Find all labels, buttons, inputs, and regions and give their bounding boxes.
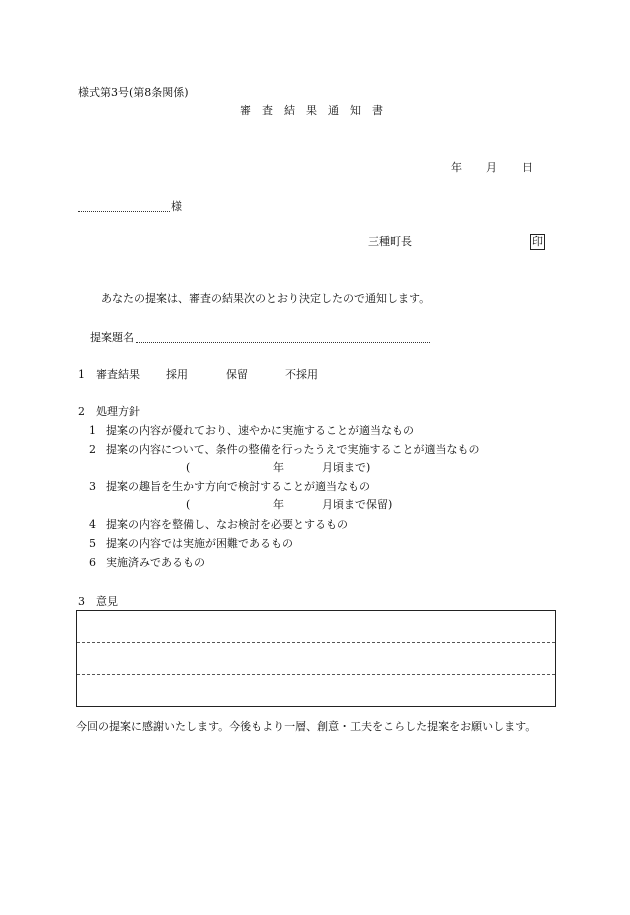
policy-item-number: 2: [89, 443, 96, 456]
policy-item-number: 4: [89, 518, 96, 531]
page-title: 審査結果通知書: [240, 104, 394, 117]
closing-text: 今回の提案に感謝いたします。今後もより一層、創意・工夫をこらした提案をお願いします。: [76, 720, 537, 733]
section2-label: 処理方針: [96, 405, 140, 418]
note-open-paren: (: [186, 461, 191, 474]
note-open-paren: (: [186, 498, 191, 511]
opinion-divider: [77, 642, 555, 643]
date-month-label: 月: [486, 161, 497, 174]
note-month-label: 月頃まで保留): [322, 498, 393, 511]
policy-item-text: 提案の内容を整備し、なお検討を必要とするもの: [106, 518, 348, 531]
form-number: 様式第3号(第8条関係): [78, 86, 189, 99]
policy-item-number: 6: [89, 556, 96, 569]
policy-item-number: 3: [89, 480, 96, 493]
section2-number: 2: [78, 405, 85, 418]
note-year-label: 年: [273, 461, 284, 474]
opinion-divider: [77, 674, 555, 675]
policy-item-number: 5: [89, 537, 96, 550]
date-day-label: 日: [522, 161, 533, 174]
section1-number: 1: [78, 368, 85, 381]
option-adopt[interactable]: 採用: [166, 368, 188, 381]
seal-icon: 印: [532, 235, 543, 248]
date-year-label: 年: [451, 161, 462, 174]
section3-label: 意見: [96, 595, 118, 608]
section3-number: 3: [78, 595, 85, 608]
note-month-label: 月頃まで): [322, 461, 371, 474]
option-hold[interactable]: 保留: [226, 368, 248, 381]
policy-item-text: 提案の内容が優れており、速やかに実施することが適当なもの: [106, 424, 414, 437]
opinion-field[interactable]: [76, 610, 556, 707]
recipient-name-line[interactable]: [78, 211, 170, 212]
sender-name: 三種町長: [368, 235, 412, 248]
proposal-title-label: 提案題名: [90, 331, 134, 344]
policy-item-text: 実施済みであるもの: [106, 556, 205, 569]
section1-label: 審査結果: [96, 368, 140, 381]
policy-item-text: 提案の内容について、条件の整備を行ったうえで実施することが適当なもの: [106, 443, 480, 456]
proposal-title-line[interactable]: [136, 342, 430, 343]
policy-item-number: 1: [89, 424, 96, 437]
intro-text: あなたの提案は、審査の結果次のとおり決定したので通知します。: [101, 292, 431, 305]
note-year-label: 年: [273, 498, 284, 511]
recipient-honorific: 様: [171, 200, 182, 213]
policy-item-text: 提案の内容では実施が困難であるもの: [106, 537, 293, 550]
policy-item-text: 提案の趣旨を生かす方向で検討することが適当なもの: [106, 480, 370, 493]
option-reject[interactable]: 不採用: [285, 368, 318, 381]
